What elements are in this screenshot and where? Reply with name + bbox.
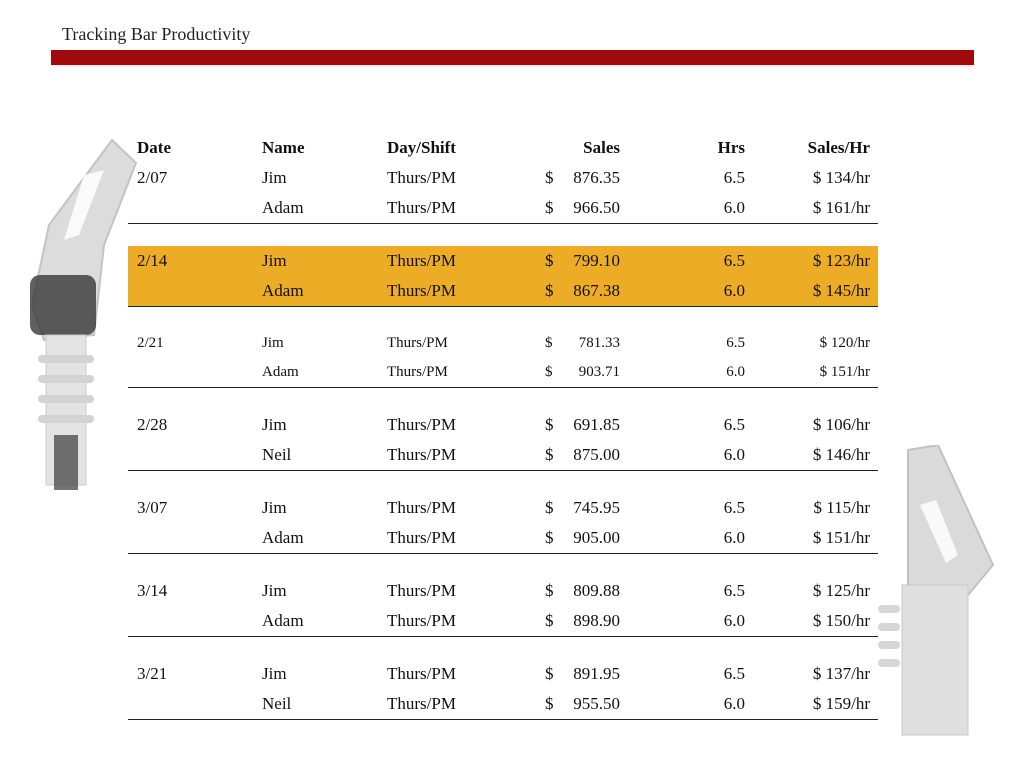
liquor-pourer-image-right xyxy=(868,445,1008,745)
sales-per-hour-cell: $ 159/hr xyxy=(812,694,870,713)
sales-per-hour-cell: $ 151/hr xyxy=(812,528,870,547)
shift-cell: Thurs/PM xyxy=(387,664,456,683)
sales-cell: 966.50 xyxy=(573,198,620,217)
header-hrs: Hrs xyxy=(717,138,745,157)
liquor-pourer-image-left xyxy=(24,135,144,495)
table-row xyxy=(128,523,878,553)
hours-cell: 6.0 xyxy=(723,611,745,630)
name-cell: Jim xyxy=(262,498,287,517)
name-cell: Adam xyxy=(262,364,299,380)
currency-symbol: $ xyxy=(545,168,554,187)
date-cell: 2/07 xyxy=(137,168,168,187)
table-group xyxy=(128,659,878,720)
table-row xyxy=(128,163,878,193)
sales-per-hour-cell: $ 151/hr xyxy=(819,364,870,380)
currency-symbol: $ xyxy=(545,281,554,300)
currency-symbol: $ xyxy=(545,445,554,464)
table-group xyxy=(128,329,878,388)
table-row xyxy=(128,606,878,636)
shift-cell: Thurs/PM xyxy=(387,335,448,351)
sales-cell: 781.33 xyxy=(578,335,620,351)
currency-symbol: $ xyxy=(545,415,554,434)
hours-cell: 6.0 xyxy=(723,445,745,464)
table-body xyxy=(128,163,878,720)
header-shift: Day/Shift xyxy=(387,138,456,157)
sales-per-hour-cell: $ 137/hr xyxy=(812,664,870,683)
header-sales: Sales xyxy=(583,138,620,157)
table-row xyxy=(128,659,878,689)
shift-cell: Thurs/PM xyxy=(387,611,456,630)
sales-cell: 745.95 xyxy=(573,498,620,517)
hours-cell: 6.5 xyxy=(723,251,745,270)
table-row xyxy=(128,329,878,358)
sales-per-hour-cell: $ 134/hr xyxy=(812,168,870,187)
table-group xyxy=(128,163,878,224)
hours-cell: 6.0 xyxy=(723,198,745,217)
hours-cell: 6.5 xyxy=(723,168,745,187)
name-cell: Neil xyxy=(262,694,292,713)
date-cell: 3/21 xyxy=(137,664,168,683)
shift-cell: Thurs/PM xyxy=(387,528,456,547)
sales-cell: 898.90 xyxy=(573,611,620,630)
table-row xyxy=(128,440,878,470)
name-cell: Adam xyxy=(262,611,304,630)
sales-per-hour-cell: $ 161/hr xyxy=(812,198,870,217)
table-group-highlighted xyxy=(128,246,878,307)
name-cell: Neil xyxy=(262,445,292,464)
hours-cell: 6.0 xyxy=(723,694,745,713)
shift-cell: Thurs/PM xyxy=(387,364,448,380)
name-cell: Jim xyxy=(262,168,287,187)
table-row xyxy=(128,410,878,440)
table-group xyxy=(128,410,878,471)
header-date: Date xyxy=(137,138,171,157)
hours-cell: 6.5 xyxy=(726,335,745,351)
name-cell: Adam xyxy=(262,281,304,300)
currency-symbol: $ xyxy=(545,335,553,351)
hours-cell: 6.0 xyxy=(726,364,745,380)
table-row xyxy=(128,358,878,387)
header-name: Name xyxy=(262,138,305,157)
sales-per-hour-cell: $ 123/hr xyxy=(812,251,870,270)
currency-symbol: $ xyxy=(545,198,554,217)
hours-cell: 6.5 xyxy=(723,664,745,683)
slide-title: Tracking Bar Productivity xyxy=(62,24,251,44)
shift-cell: Thurs/PM xyxy=(387,198,456,217)
sales-cell: 903.71 xyxy=(578,364,620,380)
table-row xyxy=(128,193,878,223)
date-cell: 2/14 xyxy=(137,251,168,270)
name-cell: Jim xyxy=(262,581,287,600)
sales-per-hour-cell: $ 146/hr xyxy=(812,445,870,464)
shift-cell: Thurs/PM xyxy=(387,581,456,600)
table-group xyxy=(128,576,878,637)
shift-cell: Thurs/PM xyxy=(387,281,456,300)
currency-symbol: $ xyxy=(545,664,554,683)
shift-cell: Thurs/PM xyxy=(387,694,456,713)
shift-cell: Thurs/PM xyxy=(387,415,456,434)
currency-symbol: $ xyxy=(545,581,554,600)
name-cell: Jim xyxy=(262,664,287,683)
currency-symbol: $ xyxy=(545,251,554,270)
sales-cell: 876.35 xyxy=(573,168,620,187)
hours-cell: 6.5 xyxy=(723,498,745,517)
table-header-row xyxy=(128,133,878,163)
date-cell: 3/14 xyxy=(137,581,168,600)
hours-cell: 6.5 xyxy=(723,581,745,600)
currency-symbol: $ xyxy=(545,528,554,547)
sales-per-hour-cell: $ 145/hr xyxy=(812,281,870,300)
name-cell: Adam xyxy=(262,528,304,547)
hours-cell: 6.0 xyxy=(723,281,745,300)
sales-per-hour-cell: $ 120/hr xyxy=(819,335,870,351)
currency-symbol: $ xyxy=(545,364,553,380)
table-row xyxy=(128,246,878,276)
table-row xyxy=(128,493,878,523)
table-group xyxy=(128,493,878,554)
sales-cell: 891.95 xyxy=(573,664,620,683)
name-cell: Jim xyxy=(262,335,284,351)
sales-cell: 691.85 xyxy=(573,415,620,434)
hours-cell: 6.0 xyxy=(723,528,745,547)
name-cell: Adam xyxy=(262,198,304,217)
sales-cell: 875.00 xyxy=(573,445,620,464)
shift-cell: Thurs/PM xyxy=(387,498,456,517)
productivity-table xyxy=(128,133,878,742)
currency-symbol: $ xyxy=(545,694,554,713)
sales-per-hour-cell: $ 125/hr xyxy=(812,581,870,600)
name-cell: Jim xyxy=(262,251,287,270)
date-cell: 2/28 xyxy=(137,415,168,434)
hours-cell: 6.5 xyxy=(723,415,745,434)
title-rule xyxy=(51,50,974,65)
sales-per-hour-cell: $ 106/hr xyxy=(812,415,870,434)
sales-per-hour-cell: $ 115/hr xyxy=(813,498,870,517)
shift-cell: Thurs/PM xyxy=(387,445,456,464)
header-rate: Sales/Hr xyxy=(807,138,870,157)
currency-symbol: $ xyxy=(545,611,554,630)
sales-cell: 809.88 xyxy=(573,581,620,600)
shift-cell: Thurs/PM xyxy=(387,251,456,270)
sales-cell: 955.50 xyxy=(573,694,620,713)
table-row xyxy=(128,276,878,306)
currency-symbol: $ xyxy=(545,498,554,517)
date-cell: 2/21 xyxy=(137,335,164,351)
sales-cell: 905.00 xyxy=(573,528,620,547)
table-row xyxy=(128,576,878,606)
sales-cell: 867.38 xyxy=(573,281,620,300)
sales-per-hour-cell: $ 150/hr xyxy=(812,611,870,630)
date-cell: 3/07 xyxy=(137,498,168,517)
name-cell: Jim xyxy=(262,415,287,434)
table-row xyxy=(128,689,878,719)
shift-cell: Thurs/PM xyxy=(387,168,456,187)
sales-cell: 799.10 xyxy=(573,251,620,270)
